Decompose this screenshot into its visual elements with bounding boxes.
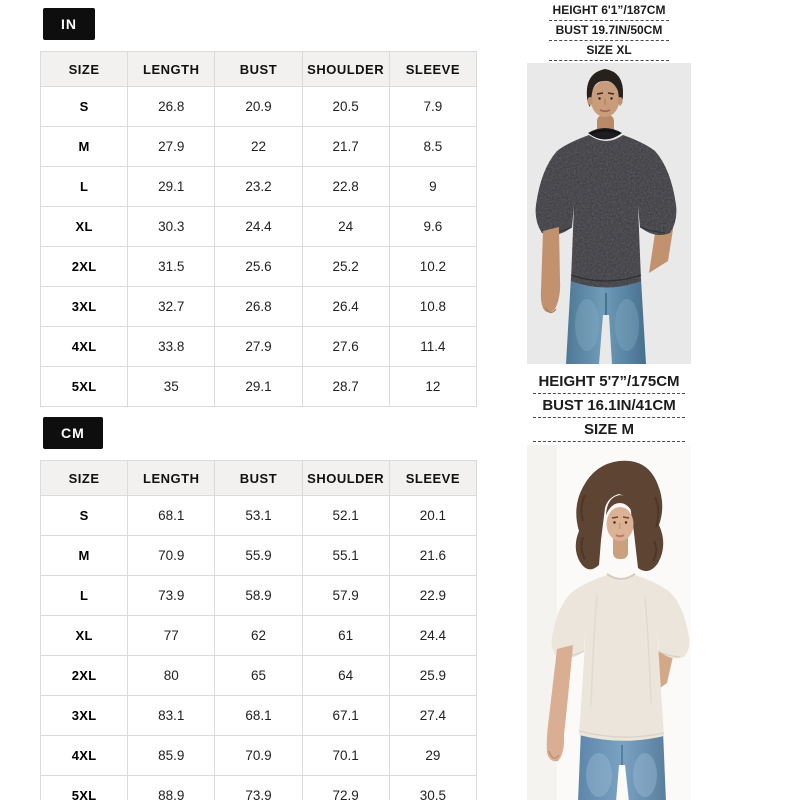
column-header-shoulder: SHOULDER [302, 461, 389, 496]
measurement-cell: 9.6 [389, 207, 476, 247]
measurement-cell: 68.1 [128, 496, 215, 536]
measurement-cell: 61 [302, 616, 389, 656]
measurement-cell: 29 [389, 736, 476, 776]
table-header-row [41, 52, 477, 87]
size-table-inches [40, 51, 477, 407]
measurement-cell: 55.9 [215, 536, 302, 576]
table-row [41, 287, 477, 327]
measurement-cell: 73.9 [215, 776, 302, 800]
size-label-cell: 5XL [41, 367, 128, 407]
measurement-cell: 67.1 [302, 696, 389, 736]
male-size-label: SIZE XL [549, 43, 669, 61]
table-row [41, 776, 477, 800]
measurement-cell: 29.1 [215, 367, 302, 407]
measurement-cell: 64 [302, 656, 389, 696]
measurement-cell: 20.5 [302, 87, 389, 127]
measurement-cell: 70.9 [215, 736, 302, 776]
measurement-cell: 32.7 [128, 287, 215, 327]
measurement-cell: 77 [128, 616, 215, 656]
table-row [41, 736, 477, 776]
measurement-cell: 10.2 [389, 247, 476, 287]
measurement-cell: 83.1 [128, 696, 215, 736]
table-row [41, 696, 477, 736]
measurement-cell: 9 [389, 167, 476, 207]
female-size-label: SIZE M [533, 421, 685, 442]
male-model-info [527, 0, 691, 61]
size-label-cell: M [41, 127, 128, 167]
measurement-cell: 57.9 [302, 576, 389, 616]
size-label-cell: S [41, 496, 128, 536]
size-label-cell: S [41, 87, 128, 127]
measurement-cell: 27.9 [215, 327, 302, 367]
measurement-cell: 30.3 [128, 207, 215, 247]
measurement-cell: 53.1 [215, 496, 302, 536]
female-model-photo [527, 445, 691, 800]
measurement-cell: 26.8 [128, 87, 215, 127]
size-label-cell: XL [41, 207, 128, 247]
table-row [41, 616, 477, 656]
measurement-cell: 27.4 [389, 696, 476, 736]
measurement-cell: 35 [128, 367, 215, 407]
unit-badge-cm: CM [43, 417, 103, 449]
column-header-bust: BUST [215, 52, 302, 87]
table-row [41, 367, 477, 407]
table-row [41, 87, 477, 127]
measurement-cell: 58.9 [215, 576, 302, 616]
measurement-cell: 26.8 [215, 287, 302, 327]
size-label-cell: 4XL [41, 327, 128, 367]
size-label-cell: L [41, 167, 128, 207]
measurement-cell: 25.9 [389, 656, 476, 696]
measurement-cell: 72.9 [302, 776, 389, 800]
column-header-shoulder: SHOULDER [302, 52, 389, 87]
table-row [41, 496, 477, 536]
table-row [41, 127, 477, 167]
measurement-cell: 26.4 [302, 287, 389, 327]
female-model-info [527, 373, 691, 442]
measurement-cell: 70.9 [128, 536, 215, 576]
measurement-cell: 24 [302, 207, 389, 247]
measurement-cell: 23.2 [215, 167, 302, 207]
table-row [41, 207, 477, 247]
female-height-label: HEIGHT 5'7”/175CM [533, 373, 685, 394]
measurement-cell: 28.7 [302, 367, 389, 407]
measurement-cell: 25.2 [302, 247, 389, 287]
table-row [41, 327, 477, 367]
measurement-cell: 24.4 [389, 616, 476, 656]
column-header-length: LENGTH [128, 52, 215, 87]
column-header-sleeve: SLEEVE [389, 52, 476, 87]
measurement-cell: 65 [215, 656, 302, 696]
size-label-cell: L [41, 576, 128, 616]
measurement-cell: 22.8 [302, 167, 389, 207]
male-bust-label: BUST 19.7IN/50CM [549, 23, 669, 41]
column-header-bust: BUST [215, 461, 302, 496]
measurement-cell: 21.7 [302, 127, 389, 167]
measurement-cell: 52.1 [302, 496, 389, 536]
size-label-cell: 3XL [41, 287, 128, 327]
measurement-cell: 68.1 [215, 696, 302, 736]
measurement-cell: 80 [128, 656, 215, 696]
size-table-centimeters [40, 460, 477, 800]
male-model-photo [527, 63, 691, 364]
table-row [41, 536, 477, 576]
measurement-cell: 11.4 [389, 327, 476, 367]
size-tables-column [40, 8, 482, 800]
measurement-cell: 20.1 [389, 496, 476, 536]
measurement-cell: 88.9 [128, 776, 215, 800]
measurement-cell: 21.6 [389, 536, 476, 576]
measurement-cell: 24.4 [215, 207, 302, 247]
size-label-cell: 4XL [41, 736, 128, 776]
measurement-cell: 33.8 [128, 327, 215, 367]
measurement-cell: 70.1 [302, 736, 389, 776]
size-label-cell: XL [41, 616, 128, 656]
measurement-cell: 22.9 [389, 576, 476, 616]
table-row [41, 247, 477, 287]
measurement-cell: 30.5 [389, 776, 476, 800]
unit-badge-in: IN [43, 8, 95, 40]
measurement-cell: 31.5 [128, 247, 215, 287]
measurement-cell: 8.5 [389, 127, 476, 167]
size-label-cell: 3XL [41, 696, 128, 736]
male-height-label: HEIGHT 6'1”/187CM [549, 3, 669, 21]
measurement-cell: 27.9 [128, 127, 215, 167]
measurement-cell: 27.6 [302, 327, 389, 367]
size-label-cell: 2XL [41, 656, 128, 696]
table-header-row [41, 461, 477, 496]
measurement-cell: 12 [389, 367, 476, 407]
measurement-cell: 55.1 [302, 536, 389, 576]
table-row [41, 576, 477, 616]
column-header-size: SIZE [41, 461, 128, 496]
measurement-cell: 62 [215, 616, 302, 656]
column-header-size: SIZE [41, 52, 128, 87]
model-photos-column [527, 0, 691, 800]
measurement-cell: 20.9 [215, 87, 302, 127]
measurement-cell: 25.6 [215, 247, 302, 287]
measurement-cell: 85.9 [128, 736, 215, 776]
size-label-cell: 5XL [41, 776, 128, 800]
measurement-cell: 29.1 [128, 167, 215, 207]
column-header-length: LENGTH [128, 461, 215, 496]
column-header-sleeve: SLEEVE [389, 461, 476, 496]
measurement-cell: 10.8 [389, 287, 476, 327]
measurement-cell: 73.9 [128, 576, 215, 616]
table-row [41, 167, 477, 207]
size-label-cell: M [41, 536, 128, 576]
female-bust-label: BUST 16.1IN/41CM [533, 397, 685, 418]
measurement-cell: 7.9 [389, 87, 476, 127]
measurement-cell: 22 [215, 127, 302, 167]
table-row [41, 656, 477, 696]
size-label-cell: 2XL [41, 247, 128, 287]
